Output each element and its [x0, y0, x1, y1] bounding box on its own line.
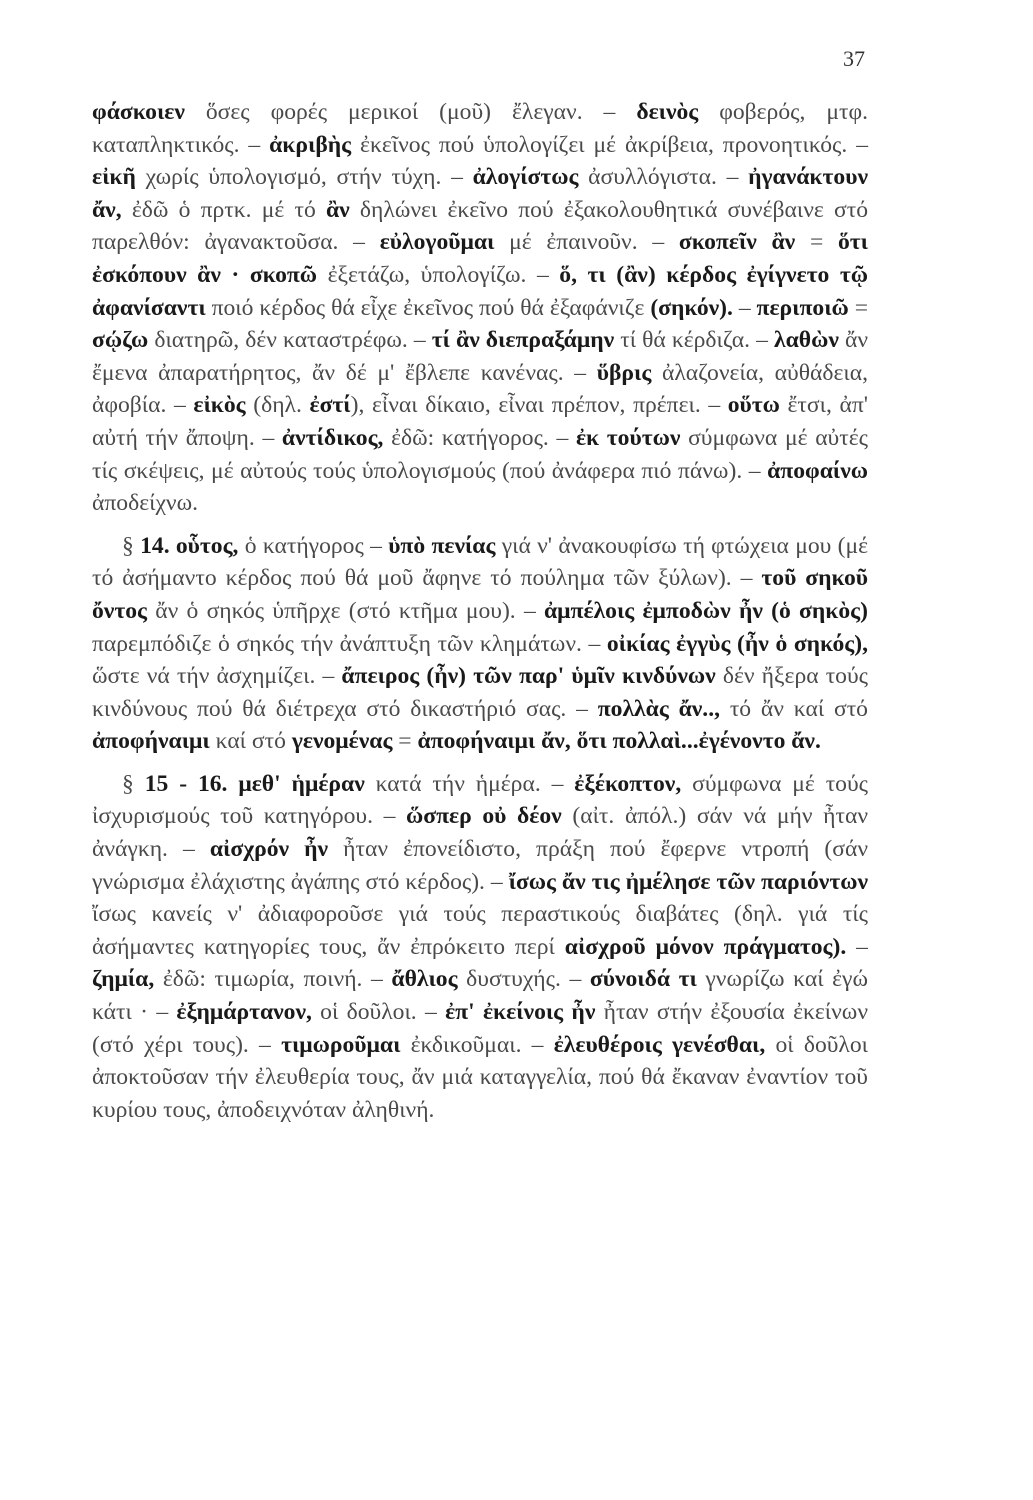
gloss-text: φοβερός, μτφ. καταπληκτικός. –	[92, 99, 868, 158]
lemma-term: πολλὰς ἄν..,	[597, 695, 720, 722]
gloss-text: (αἰτ. ἀπόλ.) σάν νά μήν ἦταν ἀνάγκη. –	[92, 803, 869, 863]
lemma-term: σῴζω	[92, 327, 149, 354]
paragraph-3-section-15-16	[92, 768, 868, 1127]
lemma-term: ἐλευθέροις γενέσθαι,	[553, 1031, 766, 1058]
gloss-text: ἦταν ἐπονείδιστο, πράξη πού ἔφερνε ντροπή (σάν γνώρισμα ἐλάχιστης ἀγάπης στό κέρδος). –	[92, 836, 868, 895]
lemma-term: ἐστί	[309, 392, 351, 419]
lemma-term: ἀποφήναιμι	[92, 728, 210, 755]
lemma-term: ἄθλιος	[391, 966, 458, 993]
paragraph-2-section-14	[92, 530, 868, 758]
lemma-term: ὑπὸ πενίας	[388, 532, 496, 559]
lemma-term: ἀλογίστως	[472, 164, 579, 191]
gloss-text: διατηρῶ, δέν καταστρέφω. –	[148, 327, 432, 354]
lemma-term: (σηκόν).	[650, 294, 733, 321]
lemma-term: οὕτω	[727, 392, 780, 419]
gloss-text: ἐδῶ: τιμωρία, ποινή. –	[154, 966, 392, 993]
lemma-term: 15 - 16. μεθ' ἡμέραν	[144, 770, 365, 797]
lemma-term: 14. οὗτος,	[140, 532, 239, 559]
lemma-term: λαθὼν	[774, 327, 839, 354]
page-number: 37	[843, 46, 865, 71]
gloss-text: (δηλ.	[245, 392, 310, 419]
gloss-text: ὅσες φορές μερικοί (μοῦ) ἔλεγαν. –	[184, 99, 637, 125]
lemma-term: ζημία,	[92, 966, 155, 993]
lemma-term: ὅ, τι (ἂν) κέρδος ἐγίγνετο τῷ ἀφανίσαντι	[92, 261, 868, 321]
commentary-text	[92, 96, 868, 1126]
lemma-term: αἰσχροῦ μόνον πράγματος).	[564, 933, 847, 960]
lemma-term: οἰκίας ἐγγὺς (ἦν ὁ σηκός),	[606, 630, 868, 657]
gloss-text: οἱ δοῦλοι ἀποκτοῦσαν τήν ἐλευθερία τους, ἄν μιά καταγγελία, πού θά ἔκαναν ἐναντίον τοῦ κυρίου τους, ἀποδειχνόταν ἀληθινή.	[92, 1031, 869, 1123]
gloss-text: καί στό	[209, 728, 292, 755]
lemma-term: τιμωροῦμαι	[281, 1031, 401, 1058]
lemma-term: ὥσπερ οὐ δέον	[406, 803, 562, 830]
gloss-text: σύμφωνα μέ αὐτές τίς σκέψεις, μέ αὐτούς τούς ὑπολογισμούς (πού ἀνάφερα πιό πάνω). –	[92, 424, 868, 484]
lemma-term: ἀντίδικος,	[281, 424, 384, 451]
gloss-text: ὥστε νά τήν ἀσχημίζει. –	[92, 663, 342, 690]
lemma-term: ἐκ τούτων	[575, 424, 681, 451]
lemma-term: ἀποφαίνω	[767, 457, 868, 484]
gloss-text: =	[392, 728, 418, 755]
lemma-term: δεινὸς	[636, 99, 699, 125]
lemma-term: ἠγανάκτουν ἄν,	[92, 164, 868, 223]
gloss-text: τό ἄν καί στό	[720, 695, 868, 722]
gloss-text: ἐδῶ: κατήγορος. –	[383, 424, 576, 451]
gloss-text: δυστυχής. –	[457, 966, 590, 993]
lemma-term: εὐλογοῦμαι	[379, 229, 495, 256]
lemma-term: τί ἂν διεπραξάμην	[431, 327, 615, 354]
gloss-text: ἀλαζονεία, αὐθάδεια, ἀφοβία. –	[92, 359, 869, 419]
lemma-term: ἐπ' ἐκείνοις ἦν	[445, 999, 596, 1026]
gloss-text: δηλώνει ἐκεῖνο πού ἐξακολουθητικά συνέβαινε στό παρελθόν: ἀγανακτοῦσα. –	[92, 196, 868, 256]
gloss-text: ἐκεῖνος πού ὑπολογίζει μέ ἀκρίβεια, προνοητικός. –	[351, 131, 869, 158]
lemma-term: φάσκοιεν	[92, 99, 185, 125]
gloss-text: ἄν ὁ σηκός ὑπῆρχε (στό κτῆμα μου). –	[146, 597, 545, 624]
gloss-text: δέν ἤξερα τούς κινδύνους πού θά διέτρεχα στό δικαστήριό σας. –	[92, 663, 869, 722]
lemma-term: ἀκριβὴς	[269, 131, 352, 158]
gloss-text: ἐξετάζω, ὑπολογίζω. –	[317, 261, 560, 288]
gloss-text: =	[795, 229, 838, 256]
lemma-term: ἴσως ἄν τις ἠμέλησε τῶν παριόντων	[508, 868, 868, 895]
gloss-text: χωρίς ὑπολογισμό, στήν τύχη. –	[135, 164, 473, 191]
lemma-term: ἐξημάρτανον,	[176, 999, 312, 1026]
gloss-text: ἴσως κανείς ν' ἀδιαφοροῦσε γιά τούς περαστικούς διαβάτες (δηλ. γιά τίς ἀσήμαντες κατηγορίες τους, ἄν ἐπρόκειτο περί	[92, 901, 868, 960]
gloss-text: ἐδῶ ὁ πρτκ. μέ τό	[121, 196, 326, 223]
lemma-term: ἂν	[326, 196, 350, 223]
lemma-term: αἰσχρόν ἦν	[209, 836, 329, 863]
lemma-term: ὅτι ἐσκόπουν ἂν · σκοπῶ	[92, 229, 868, 288]
gloss-text: ποιό κέρδος θά εἶχε ἐκεῖνος πού θά ἐξαφάνιζε	[205, 294, 651, 321]
gloss-text: –	[846, 933, 868, 960]
lemma-term: εἰκῆ	[92, 164, 136, 191]
lemma-term: ἀμπέλοις ἐμποδὼν ἦν (ὁ σηκὸς)	[544, 597, 868, 624]
gloss-text: ἀποδείχνω.	[92, 490, 199, 517]
gloss-text: γιά ν' ἀνακουφίσω τή φτώχεια μου (μέ τό ἀσήμαντο κέρδος πού θά μοῦ ἄφηνε τό πούλημα τῶν ξύλων). –	[92, 532, 869, 592]
gloss-text: ἄν ἔμενα ἀπαρατήρητος, ἄν δέ μ' ἔβλεπε κανένας. –	[92, 327, 868, 386]
lemma-term: ὕβρις	[596, 359, 652, 386]
gloss-text: §	[122, 770, 145, 797]
lemma-term: γενομένας	[291, 728, 393, 755]
gloss-text: ὁ κατήγορος –	[238, 532, 389, 559]
gloss-text: παρεμπόδιζε ὁ σηκός τήν ἀνάπτυξη τῶν κλημάτων. –	[92, 630, 607, 657]
gloss-text: =	[848, 294, 868, 321]
gloss-text: ἀσυλλόγιστα. –	[578, 164, 749, 191]
gloss-text: μέ ἐπαινοῦν. –	[494, 229, 679, 256]
gloss-text: τί θά κέρδιζα. –	[614, 327, 775, 354]
lemma-term: ἐξέκοπτον,	[574, 770, 682, 797]
gloss-text: ἦταν στήν ἐξουσία ἐκείνων (στό χέρι τους). –	[92, 999, 868, 1058]
gloss-text: –	[732, 294, 757, 321]
lemma-term: σύνοιδά τι	[589, 966, 697, 993]
gloss-text: ἔτσι, ἀπ' αὐτή τήν ἄποψη. –	[92, 392, 868, 451]
lemma-term: σκοπεῖν ἂν	[678, 229, 796, 256]
lemma-term: περιποιῶ	[756, 294, 849, 321]
gloss-text: γνωρίζω καί ἐγώ κάτι · –	[92, 966, 868, 1026]
gloss-text: κατά τήν ἡμέρα. –	[364, 770, 575, 797]
gloss-text: οἱ δοῦλοι. –	[311, 999, 446, 1026]
gloss-text: §	[122, 532, 141, 559]
lemma-term: ἀποφήναιμι ἄν, ὅτι πολλαὶ...ἐγένοντο ἄν.	[417, 728, 821, 755]
lemma-term: ἄπειρος (ἦν) τῶν παρ' ὑμῖν κινδύνων	[341, 663, 716, 690]
gloss-text: σύμφωνα μέ τούς ἰσχυρισμούς τοῦ κατηγόρου. –	[92, 770, 868, 830]
gloss-text: ἐκδικοῦμαι. –	[400, 1031, 554, 1058]
lemma-term: τοῦ σηκοῦ ὄντος	[92, 565, 868, 624]
gloss-text: ), εἶναι δίκαιο, εἶναι πρέπον, πρέπει. –	[350, 392, 728, 419]
lemma-term: εἰκὸς	[193, 392, 246, 419]
paragraph-1	[92, 96, 868, 520]
